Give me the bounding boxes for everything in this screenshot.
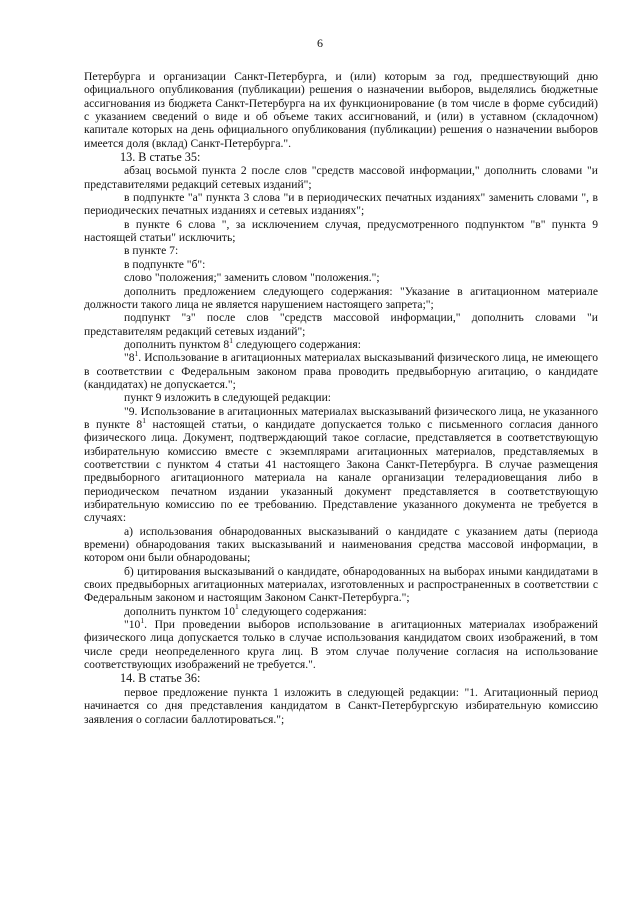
paragraph-text: "10 — [124, 618, 141, 632]
document-paragraph — [84, 686, 598, 726]
paragraph-text: дополнить пунктом 10 — [124, 604, 235, 618]
paragraph-text: дополнить пунктом 8 — [124, 337, 230, 351]
article-heading — [84, 672, 598, 685]
document-paragraph — [84, 244, 598, 257]
superscript-index: 1 — [142, 415, 146, 425]
document-paragraph — [84, 218, 598, 245]
document-paragraph — [84, 405, 598, 525]
paragraph-text: слово "положения;" заменить словом "положения."; — [124, 271, 380, 285]
document-paragraph — [84, 525, 598, 565]
paragraph-text-continued: следующего содержания: — [232, 337, 361, 351]
document-paragraph — [84, 258, 598, 271]
paragraph-text: б) цитирования высказываний о кандидате, обнародованных на выборах иными кандидатами в своих предвыборных агитационных материалах, изготовленных и распространенных в соответствии с Федеральным законом и настоящим Законом Санкт-Петербурга."; — [84, 564, 598, 605]
superscript-index: 1 — [235, 602, 239, 612]
superscript-index: 1 — [134, 348, 139, 358]
paragraph-text: в пункте 7: — [124, 244, 179, 258]
document-paragraph — [84, 348, 598, 391]
paragraph-text: первое предложение пункта 1 изложить в следующей редакции: "1. Агитационный период начинается со дня представления кандидатом в Санкт-Петербургскую избирательную комиссию заявления о согласии баллотироваться."; — [84, 685, 598, 726]
document-paragraph — [84, 164, 598, 191]
paragraph-text: "8 — [124, 351, 135, 365]
paragraph-text: подпункт "з" после слов "средств массовой информации," дополнить словами "и представителям редакций сетевых изданий"; — [84, 311, 598, 338]
document-paragraph — [84, 70, 598, 150]
paragraph-text: в подпункте "а" пункта 3 слова "и в периодических печатных изданиях" заменить словами ", в периодических печатных изданиях и сетевых изданиях"; — [84, 191, 598, 218]
superscript-index: 1 — [140, 615, 145, 625]
page-number: 6 — [317, 36, 323, 50]
paragraph-text: 14. В статье 36: — [120, 671, 201, 686]
document-paragraph — [84, 271, 598, 284]
paragraph-text-continued: . Использование в агитационных материалах высказываний физического лица, не имеющего в соответствии с Федеральным законом права проводить предвыборную агитацию, о кандидате (кандидатах) не допускается."; — [84, 351, 598, 391]
paragraph-text-continued: настоящей статьи, о кандидате допускается только с письменного согласия данного физического лица. Документ, подтверждающий такое согласие, представляется в соответствующую избирательную комиссию вместе с экземплярами агитационных материалов, представляемых в соответствии с пунктом 4 статьи 41 настоящего Закона Санкт-Петербурга. В случае размещения предвыборного агитационного материала на канале организации телерадиовещания либо в периодическом печатном издании указанный документ представляется в соответствующую избирательную комиссию по ее требованию. Представление указанного документа не требуется в случаях: — [84, 417, 599, 525]
paragraph-text-continued: . При проведении выборов использование в агитационных материалах изображений физического лица допускается только в случае использования кандидатом своих изображений, в том числе среди неопределенного круга лиц. В этом случае получение согласия на использование соответствующих изображений не требуется.". — [84, 618, 598, 672]
document-paragraph — [84, 335, 598, 351]
paragraph-text: пункт 9 изложить в следующей редакции: — [124, 391, 332, 405]
paragraph-text: Петербурга и организации Санкт-Петербурга, и (или) которым за год, предшествующий дню официального опубликования (публикации) решения о назначении выборов, выделялись бюджетные ассигнования из бюджета Санкт-Петербурга на их функционирование (в том числе в форме субсидий) с указанием сведений о виде и об объеме таких ассигнований, и (или) в уставном (складочном) капитале которых на день официального опубликования (публикации) решения о назначении выборов имеется доля (вклад) Санкт-Петербурга.". — [84, 70, 598, 150]
document-body — [84, 70, 598, 726]
paragraph-text: абзац восьмой пункта 2 после слов "средств массовой информации," дополнить словами "и представителями редакций сетевых изданий"; — [84, 164, 598, 191]
document-paragraph — [84, 311, 598, 338]
paragraph-text: в пункте 6 слова ", за исключением случая, предусмотренного подпунктом "в" пункта 9 настоящей статьи" исключить; — [84, 217, 598, 245]
paragraph-text: дополнить предложением следующего содержания: "Указание в агитационном материале должности такого лица не является нарушением настоящего запрета;"; — [84, 284, 598, 311]
article-heading — [84, 151, 598, 164]
document-paragraph — [84, 191, 598, 218]
paragraph-text-continued: следующего содержания: — [238, 604, 367, 618]
paragraph-text: 13. В статье 35: — [120, 150, 201, 165]
superscript-index: 1 — [229, 335, 233, 345]
paragraph-text: "9. Использование в агитационных материалах высказываний физического лица, не указанного в пункте 8 — [84, 404, 598, 431]
document-paragraph — [84, 615, 598, 672]
document-paragraph — [84, 565, 598, 605]
paragraph-text: в подпункте "б": — [124, 257, 206, 271]
document-paragraph — [84, 285, 598, 312]
document-paragraph — [84, 391, 598, 404]
paragraph-text: а) использования обнародованных высказываний о кандидате с указанием даты (периода времени) обнародования таких высказываний и наименования средства массовой информации, в котором они были обнародованы; — [84, 524, 598, 565]
document-paragraph — [84, 602, 598, 618]
